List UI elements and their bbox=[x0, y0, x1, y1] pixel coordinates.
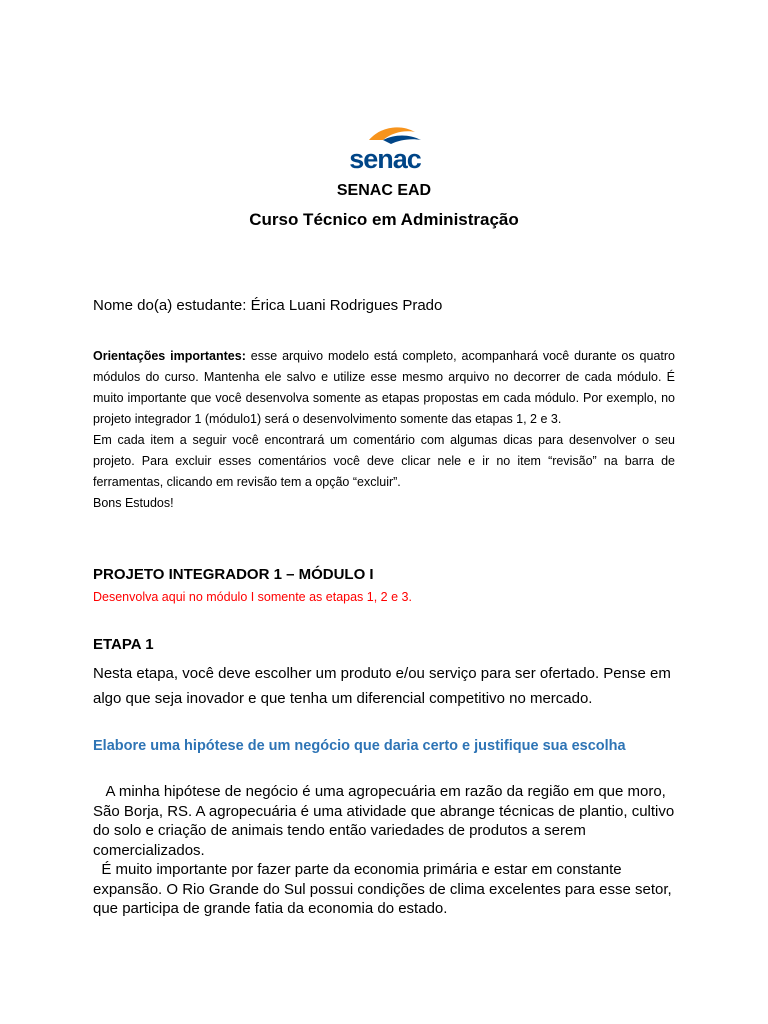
project-title: PROJETO INTEGRADOR 1 – MÓDULO I bbox=[93, 566, 374, 583]
stage-description: Nesta etapa, você deve escolher um produto e/ou serviço para ser ofertado. Pense em algo que seja inovador e que tenha um diferencial competitivo no mercado. bbox=[93, 665, 671, 707]
page-title: SENAC EAD bbox=[336, 182, 432, 199]
orientations-paragraph bbox=[93, 346, 675, 430]
student-name-line: Nome do(a) estudante: Érica Luani Rodrigues Prado bbox=[93, 297, 443, 314]
hypothesis-heading: Elabore uma hipótese de um negócio que daria certo e justifique sua escolha bbox=[93, 738, 626, 754]
stage-title: ETAPA 1 bbox=[93, 636, 154, 653]
svg-text:senac: senac bbox=[349, 144, 421, 174]
orientations-text-2: Em cada item a seguir você encontrará um comentário com algumas dicas para desenvolver o seu projeto. Para excluir esses comentários você deve clicar nele e ir no item “revisão” na barra de ferramentas, clicando em revisão tem a opção “excluir”. bbox=[93, 433, 675, 489]
senac-logo bbox=[339, 122, 431, 176]
project-subtitle: Desenvolva aqui no módulo I somente as etapas 1, 2 e 3. bbox=[93, 590, 412, 604]
senac-logo-graphic bbox=[339, 122, 431, 176]
orientations-label: Orientações importantes: bbox=[93, 349, 246, 363]
course-title: Curso Técnico em Administração bbox=[249, 210, 519, 229]
answer-paragraph-1: A minha hipótese de negócio é uma agropecuária em razão da região em que moro, São Borja, RS. A agropecuária é uma atividade que abrange técnicas de plantio, cultivo do solo e criação de animais tendo então variedades de produtos a serem comercializados. bbox=[93, 783, 675, 859]
answer-paragraph-2: É muito importante por fazer parte da economia primária e estar em constante expansão. O Rio Grande do Sul possui condições de clima excelentes para esse setor, que participa de grande fatia da economia do estado. bbox=[93, 861, 672, 917]
answer-block bbox=[93, 782, 683, 919]
orientations-block bbox=[93, 346, 675, 514]
orientations-text-3: Bons Estudos! bbox=[93, 496, 174, 510]
orientations-text-1: esse arquivo modelo está completo, acompanhará você durante os quatro módulos do curso. Mantenha ele salvo e utilize esse mesmo arquivo no decorrer de cada módulo. É muito importante que você desenvolva somente as etapas propostas em cada módulo. Por exemplo, no projeto integrador 1 (módulo1) será o desenvolvimento somente das etapas 1, 2 e 3. bbox=[93, 349, 675, 426]
